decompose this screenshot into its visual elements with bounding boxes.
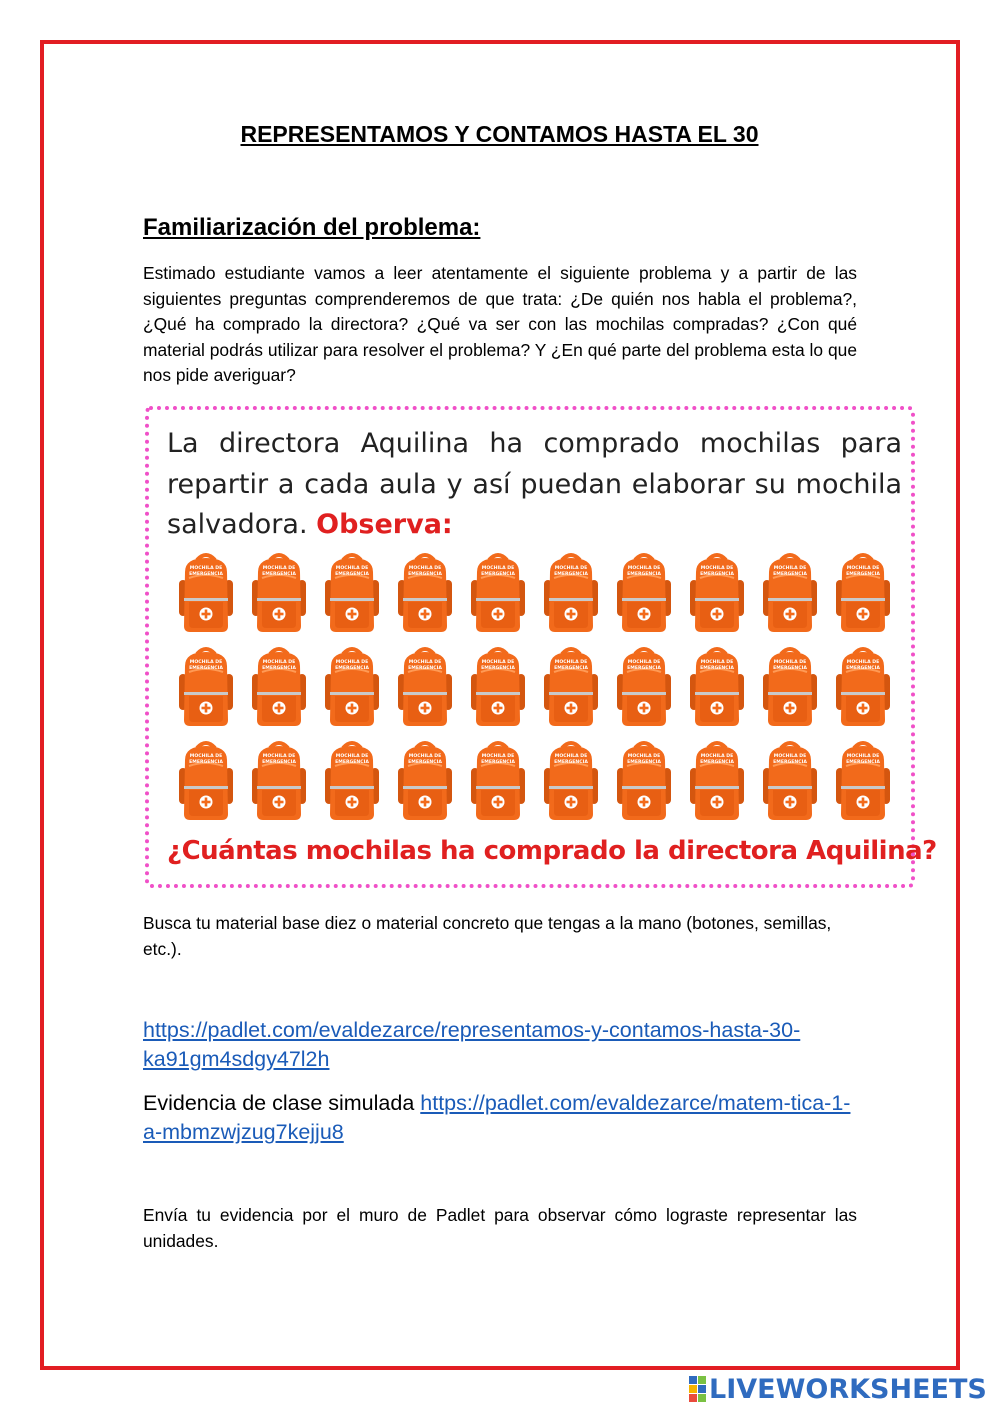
send-instructions: Envía tu evidencia por el muro de Padlet para observar cómo lograste representar las unidades. [143,1205,857,1251]
svg-text:MOCHILA DE: MOCHILA DE [408,660,441,665]
svg-text:MOCHILA DE: MOCHILA DE [773,660,806,665]
backpack-icon [388,546,461,634]
svg-text:EMERGENCIA: EMERGENCIA [188,760,223,765]
backpack-icon [242,734,315,822]
backpack-icon [461,640,534,728]
backpack-grid [169,546,899,822]
padlet-evidence-link[interactable]: https://padlet.com/evaldezarce/matem-tica-1-a-mbmzwjzug7kejju8 [143,1091,851,1144]
observe-label: Observa: [316,509,453,540]
backpack-icon [534,640,607,728]
svg-text:MOCHILA DE: MOCHILA DE [189,660,222,665]
svg-text:EMERGENCIA: EMERGENCIA [699,572,734,577]
svg-text:EMERGENCIA: EMERGENCIA [188,572,223,577]
backpack-icon [169,734,242,822]
svg-text:MOCHILA DE: MOCHILA DE [262,754,295,759]
backpack-icon [607,734,680,822]
svg-text:MOCHILA DE: MOCHILA DE [189,566,222,571]
backpack-icon [607,640,680,728]
svg-text:MOCHILA DE: MOCHILA DE [481,660,514,665]
svg-text:EMERGENCIA: EMERGENCIA [407,666,442,671]
svg-text:MOCHILA DE: MOCHILA DE [481,566,514,571]
svg-text:MOCHILA DE: MOCHILA DE [335,660,368,665]
svg-text:EMERGENCIA: EMERGENCIA [480,760,515,765]
svg-text:EMERGENCIA: EMERGENCIA [772,760,807,765]
svg-text:MOCHILA DE: MOCHILA DE [700,754,733,759]
svg-text:EMERGENCIA: EMERGENCIA [261,572,296,577]
evidence-label: Evidencia de clase simulada [143,1091,415,1115]
svg-text:MOCHILA DE: MOCHILA DE [554,566,587,571]
svg-text:EMERGENCIA: EMERGENCIA [699,666,734,671]
svg-text:EMERGENCIA: EMERGENCIA [261,666,296,671]
page-title: REPRESENTAMOS Y CONTAMOS HASTA EL 30 [240,121,759,147]
backpack-icon [388,734,461,822]
svg-text:EMERGENCIA: EMERGENCIA [845,760,880,765]
svg-text:MOCHILA DE: MOCHILA DE [335,566,368,571]
backpack-icon [315,734,388,822]
svg-text:EMERGENCIA: EMERGENCIA [626,572,661,577]
backpack-icon [753,734,826,822]
backpack-icon [242,546,315,634]
svg-text:EMERGENCIA: EMERGENCIA [334,572,369,577]
svg-text:MOCHILA DE: MOCHILA DE [262,660,295,665]
padlet-link-block [143,1016,857,1074]
svg-text:EMERGENCIA: EMERGENCIA [480,666,515,671]
problem-frame [145,406,937,888]
svg-text:MOCHILA DE: MOCHILA DE [408,566,441,571]
svg-text:EMERGENCIA: EMERGENCIA [480,572,515,577]
svg-text:EMERGENCIA: EMERGENCIA [845,572,880,577]
svg-text:MOCHILA DE: MOCHILA DE [846,566,879,571]
material-instructions: Busca tu material base diez o material concreto que tengas a la mano (botones, semillas, etc.). [143,913,832,959]
svg-text:EMERGENCIA: EMERGENCIA [845,666,880,671]
svg-text:EMERGENCIA: EMERGENCIA [772,572,807,577]
backpack-icon [826,546,899,634]
backpack-icon [680,734,753,822]
backpack-icon [607,546,680,634]
intro-paragraph: Estimado estudiante vamos a leer atentamente el siguiente problema y a partir de las siguientes preguntas comprenderemos de que trata: ¿De quién nos habla el problema?, ¿Qué ha comprado la directora? ¿Qué va ser con las mochilas compradas? ¿Con qué material podrás utilizar para resolver el problema? Y ¿En qué parte del problema esta lo que nos pide averiguar? [143,263,857,385]
backpack-icon [169,546,242,634]
svg-text:MOCHILA DE: MOCHILA DE [335,754,368,759]
svg-text:MOCHILA DE: MOCHILA DE [846,660,879,665]
svg-text:MOCHILA DE: MOCHILA DE [846,754,879,759]
svg-text:MOCHILA DE: MOCHILA DE [700,660,733,665]
svg-text:EMERGENCIA: EMERGENCIA [261,760,296,765]
logo-text: LIVEWORKSHEETS [709,1373,987,1405]
svg-text:EMERGENCIA: EMERGENCIA [626,666,661,671]
backpack-icon [680,546,753,634]
evidence-block [143,1089,857,1147]
svg-text:EMERGENCIA: EMERGENCIA [553,760,588,765]
svg-text:MOCHILA DE: MOCHILA DE [627,566,660,571]
backpack-icon [753,546,826,634]
svg-text:EMERGENCIA: EMERGENCIA [407,572,442,577]
backpack-icon [388,640,461,728]
svg-text:EMERGENCIA: EMERGENCIA [334,760,369,765]
backpack-icon [753,640,826,728]
problem-question: ¿Cuántas mochilas ha comprado la directora Aquilina? [167,836,937,866]
backpack-icon [680,640,753,728]
backpack-icon [315,546,388,634]
svg-text:MOCHILA DE: MOCHILA DE [408,754,441,759]
svg-text:EMERGENCIA: EMERGENCIA [772,666,807,671]
liveworksheets-logo [689,1374,987,1404]
backpack-icon [461,734,534,822]
svg-text:EMERGENCIA: EMERGENCIA [334,666,369,671]
backpack-icon [461,546,534,634]
section-subtitle: Familiarización del problema: [143,214,481,241]
svg-text:MOCHILA DE: MOCHILA DE [627,754,660,759]
problem-statement [167,424,902,546]
svg-text:MOCHILA DE: MOCHILA DE [700,566,733,571]
backpack-icon [169,640,242,728]
svg-text:MOCHILA DE: MOCHILA DE [189,754,222,759]
svg-text:MOCHILA DE: MOCHILA DE [481,754,514,759]
backpack-icon [242,640,315,728]
problem-text: La directora Aquilina ha comprado mochilas para repartir a cada aula y así puedan elaborar su mochila salvadora. [167,428,902,540]
svg-text:EMERGENCIA: EMERGENCIA [188,666,223,671]
svg-text:MOCHILA DE: MOCHILA DE [627,660,660,665]
backpack-icon [826,640,899,728]
backpack-icon [534,546,607,634]
backpack-icon [826,734,899,822]
svg-text:MOCHILA DE: MOCHILA DE [773,754,806,759]
padlet-main-link[interactable]: https://padlet.com/evaldezarce/representamos-y-contamos-hasta-30-ka91gm4sdgy47l2h [143,1018,801,1071]
backpack-icon [534,734,607,822]
svg-text:EMERGENCIA: EMERGENCIA [553,666,588,671]
svg-text:EMERGENCIA: EMERGENCIA [407,760,442,765]
svg-text:EMERGENCIA: EMERGENCIA [699,760,734,765]
backpack-icon [315,640,388,728]
logo-cube-icon [689,1376,706,1402]
svg-text:MOCHILA DE: MOCHILA DE [262,566,295,571]
svg-text:MOCHILA DE: MOCHILA DE [773,566,806,571]
svg-text:EMERGENCIA: EMERGENCIA [553,572,588,577]
svg-text:MOCHILA DE: MOCHILA DE [554,660,587,665]
svg-text:EMERGENCIA: EMERGENCIA [626,760,661,765]
svg-text:MOCHILA DE: MOCHILA DE [554,754,587,759]
